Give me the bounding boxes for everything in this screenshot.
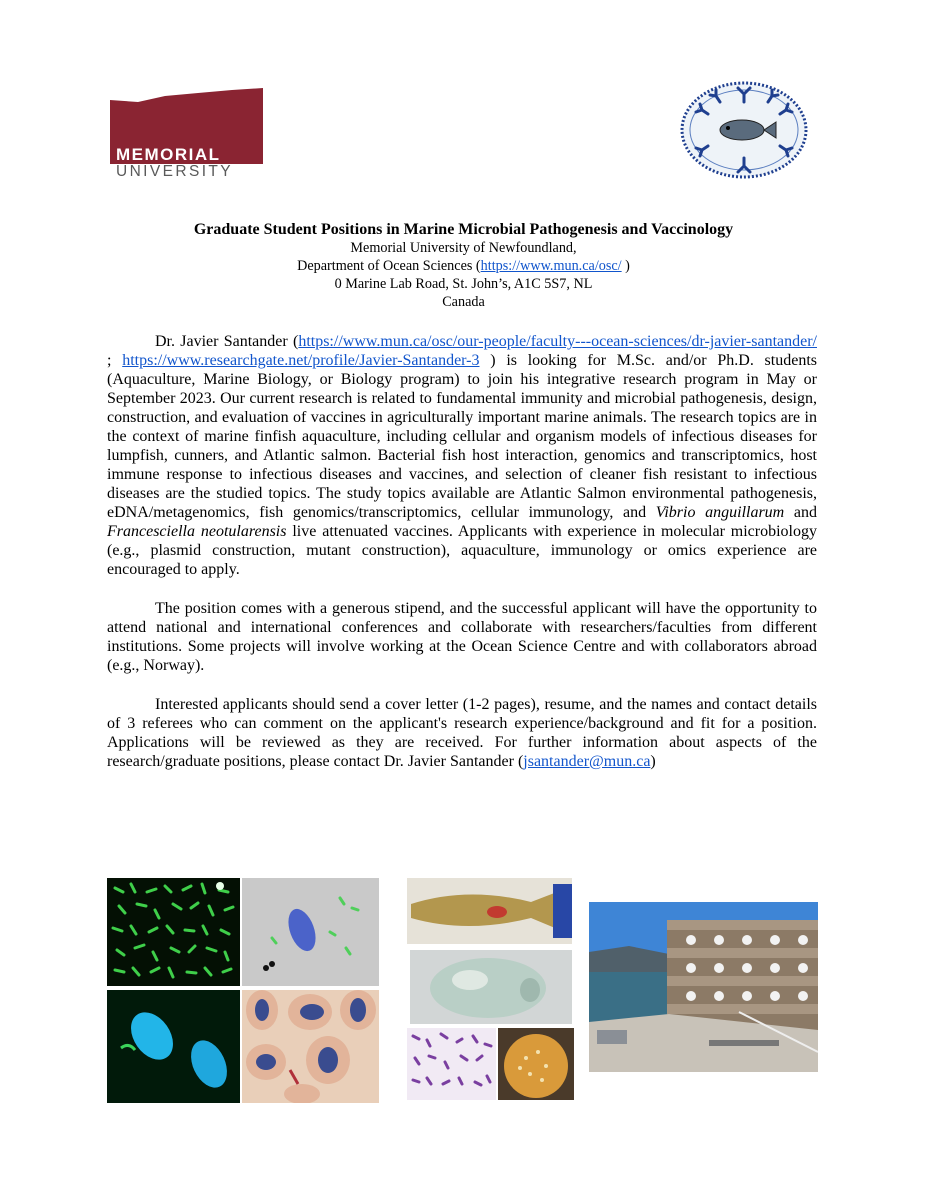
para1-separator: ;: [107, 352, 123, 369]
header-block: [100, 221, 827, 311]
department-text: Department of Ocean Sciences (: [297, 258, 481, 274]
department-suffix: ): [621, 258, 630, 274]
para1-start: Dr. Javier Santander (: [155, 333, 299, 350]
species-francesciella: Francesciella neotularensis: [107, 523, 287, 540]
fish-antibody-emblem-icon: [680, 80, 810, 180]
university-name-line2: UNIVERSITY: [116, 163, 234, 180]
diseased-fish-image: [407, 878, 572, 944]
bacteria-fluorescence-image: [107, 878, 240, 986]
para1-text-b: live attenuated vaccines. Applicants with experience in molecular microbiology (e.g., plasmid construction, mutant construction), aquaculture, immunology or omics experience are encouraged to apply.: [107, 523, 818, 578]
body-text: [107, 332, 817, 791]
agar-plate-image: [498, 1028, 574, 1100]
species-vibrio: Vibrio anguillarum: [655, 504, 785, 521]
institution-name: Memorial University of Newfoundland,: [350, 240, 577, 256]
para3-end: ): [650, 753, 656, 770]
page-title: Graduate Student Positions in Marine Microbial Pathogenesis and Vaccinology: [193, 221, 734, 238]
para1-and: and: [784, 504, 818, 521]
paragraph-1: [107, 332, 817, 579]
department-link[interactable]: https://www.mun.ca/osc/: [480, 258, 622, 274]
address-line: 0 Marine Lab Road, St. John’s, A1C 5S7, NL: [334, 276, 593, 292]
nuclei-fluorescence-image: [107, 990, 240, 1103]
email-link[interactable]: jsantander@mun.ca: [523, 753, 651, 770]
country-line: Canada: [442, 294, 485, 310]
university-name-line1: MEMORIAL: [116, 145, 221, 164]
para1-text-a: ) is looking for M.Sc. and/or Ph.D. students (Aquaculture, Marine Biology, or Biology program) to join his integrative research program in May or September 2023. Our current research is related to fundamental immunity and microbial pathogenesis, design, construction, and evaluation of vaccines in agriculturally important marine animals. The research topics are in the context of marine finfish aquaculture, including cellular and organism models of infectious diseases for lumpfish, cunners, and Atlantic salmon. Bacterial fish host interaction, genomics and transcriptomics, host immune response to infectious diseases and vaccines, and selection of cleaner fish resistant to infectious diseases are the studied topics. The study topics available are Atlantic Salmon environmental pathogenesis, eDNA/metagenomics, fish genomics/transcriptomics, cellular immunology, and: [107, 352, 818, 521]
faculty-profile-link[interactable]: https://www.mun.ca/osc/our-people/faculty---ocean-sciences/dr-javier-santander/: [298, 333, 817, 350]
paragraph-2: The position comes with a generous stipend, and the successful applicant will have the opportunity to attend national and international conferences and collaborate with researchers/faculties from different institutions. Some projects will involve working at the Ocean Science Centre and with collaborators abroad (e.g., Norway).: [107, 600, 817, 674]
para3-text: Interested applicants should send a cover letter (1-2 pages), resume, and the names and contact details of 3 referees who can comment on the applicant's research experience/background and fit for a position. Applications will be reviewed as they are received. For further information about aspects of the research/graduate positions, please contact Dr. Javier Santander (: [107, 696, 817, 770]
department-line: [100, 257, 827, 275]
ocean-science-centre-image: [589, 902, 818, 1072]
lumpfish-image: [410, 950, 572, 1024]
researchgate-link[interactable]: https://www.researchgate.net/profile/Javier-Santander-3: [122, 352, 480, 369]
paragraph-3: [107, 695, 817, 771]
gram-stain-image: [407, 1028, 496, 1100]
cell-microscopy-image: [242, 878, 379, 986]
blood-smear-image: [242, 990, 379, 1103]
